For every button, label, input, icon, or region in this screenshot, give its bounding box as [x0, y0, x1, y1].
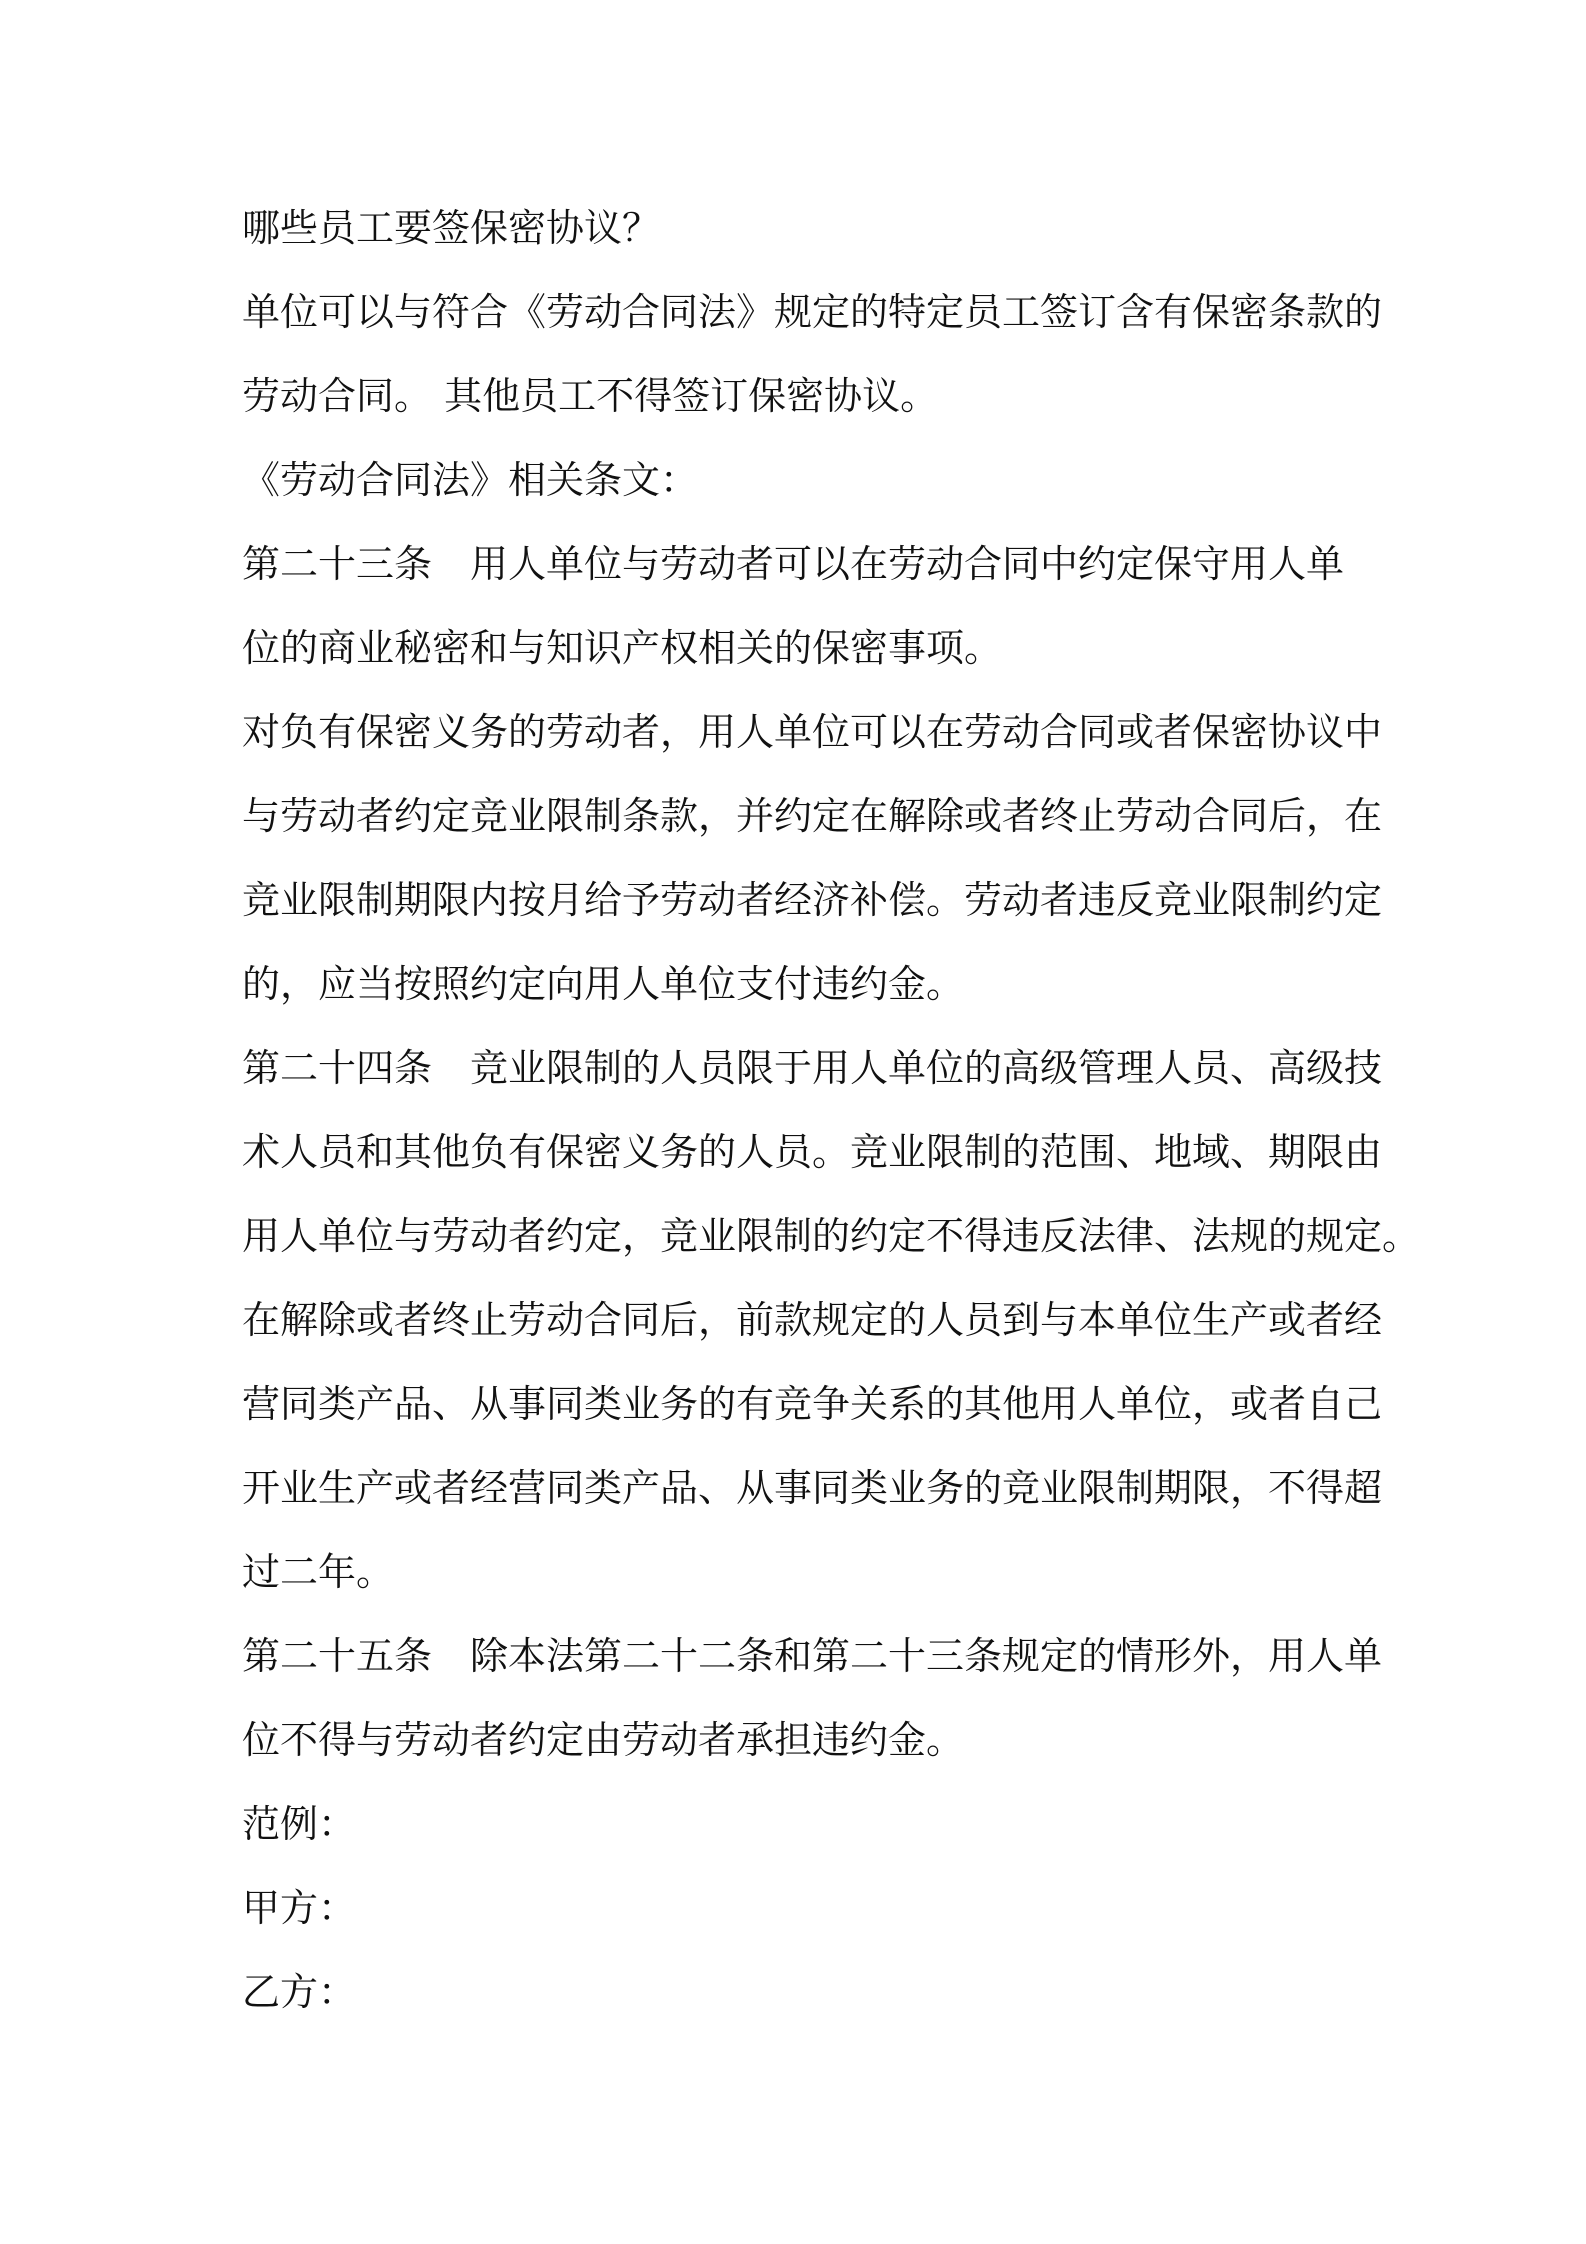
question-heading: 哪些员工要签保密协议？ — [242, 206, 661, 250]
article-24-line-1: 第二十四条 竞业限制的人员限于用人单位的高级管理人员、高级技 — [242, 1046, 1383, 1090]
article-23-para2-line-2: 与劳动者约定竞业限制条款，并约定在解除或者终止劳动合同后，在 — [242, 794, 1383, 838]
party-b-label: 乙方： — [242, 1970, 357, 2014]
article-23-para2-line-1: 对负有保密义务的劳动者，用人单位可以在劳动合同或者保密协议中 — [242, 710, 1383, 754]
article-24-para2-line-3: 开业生产或者经营同类产品、从事同类业务的竞业限制期限，不得超 — [242, 1466, 1383, 1510]
article-24-line-2: 术人员和其他负有保密义务的人员。竞业限制的范围、地域、期限由 — [242, 1130, 1383, 1174]
party-a-label: 甲方： — [242, 1886, 357, 1930]
article-25-line-2: 位不得与劳动者约定由劳动者承担违约金。 — [242, 1718, 965, 1762]
articles-heading: 《劳动合同法》相关条文： — [242, 458, 699, 502]
answer-line-2: 劳动合同。 其他员工不得签订保密协议。 — [242, 374, 939, 418]
article-23-para2-line-3: 竞业限制期限内按月给予劳动者经济补偿。劳动者违反竞业限制约定 — [242, 878, 1383, 922]
article-24-para2-line-1: 在解除或者终止劳动合同后，前款规定的人员到与本单位生产或者经 — [242, 1298, 1383, 1342]
article-23-line-1: 第二十三条 用人单位与劳动者可以在劳动合同中约定保守用人单 — [242, 542, 1345, 586]
answer-line-1: 单位可以与符合《劳动合同法》规定的特定员工签订含有保密条款的 — [242, 290, 1383, 334]
article-23-line-2: 位的商业秘密和与知识产权相关的保密事项。 — [242, 626, 1003, 670]
example-label: 范例： — [242, 1802, 357, 1846]
article-24-para2-line-2: 营同类产品、从事同类业务的有竞争关系的其他用人单位，或者自己 — [242, 1382, 1383, 1426]
article-25-line-1: 第二十五条 除本法第二十二条和第二十三条规定的情形外，用人单 — [242, 1634, 1383, 1678]
article-23-para2-line-4: 的，应当按照约定向用人单位支付违约金。 — [242, 962, 965, 1006]
article-24-para2-line-4: 过二年。 — [242, 1550, 395, 1594]
article-24-line-3: 用人单位与劳动者约定，竞业限制的约定不得违反法律、法规的规定。 — [242, 1214, 1421, 1258]
